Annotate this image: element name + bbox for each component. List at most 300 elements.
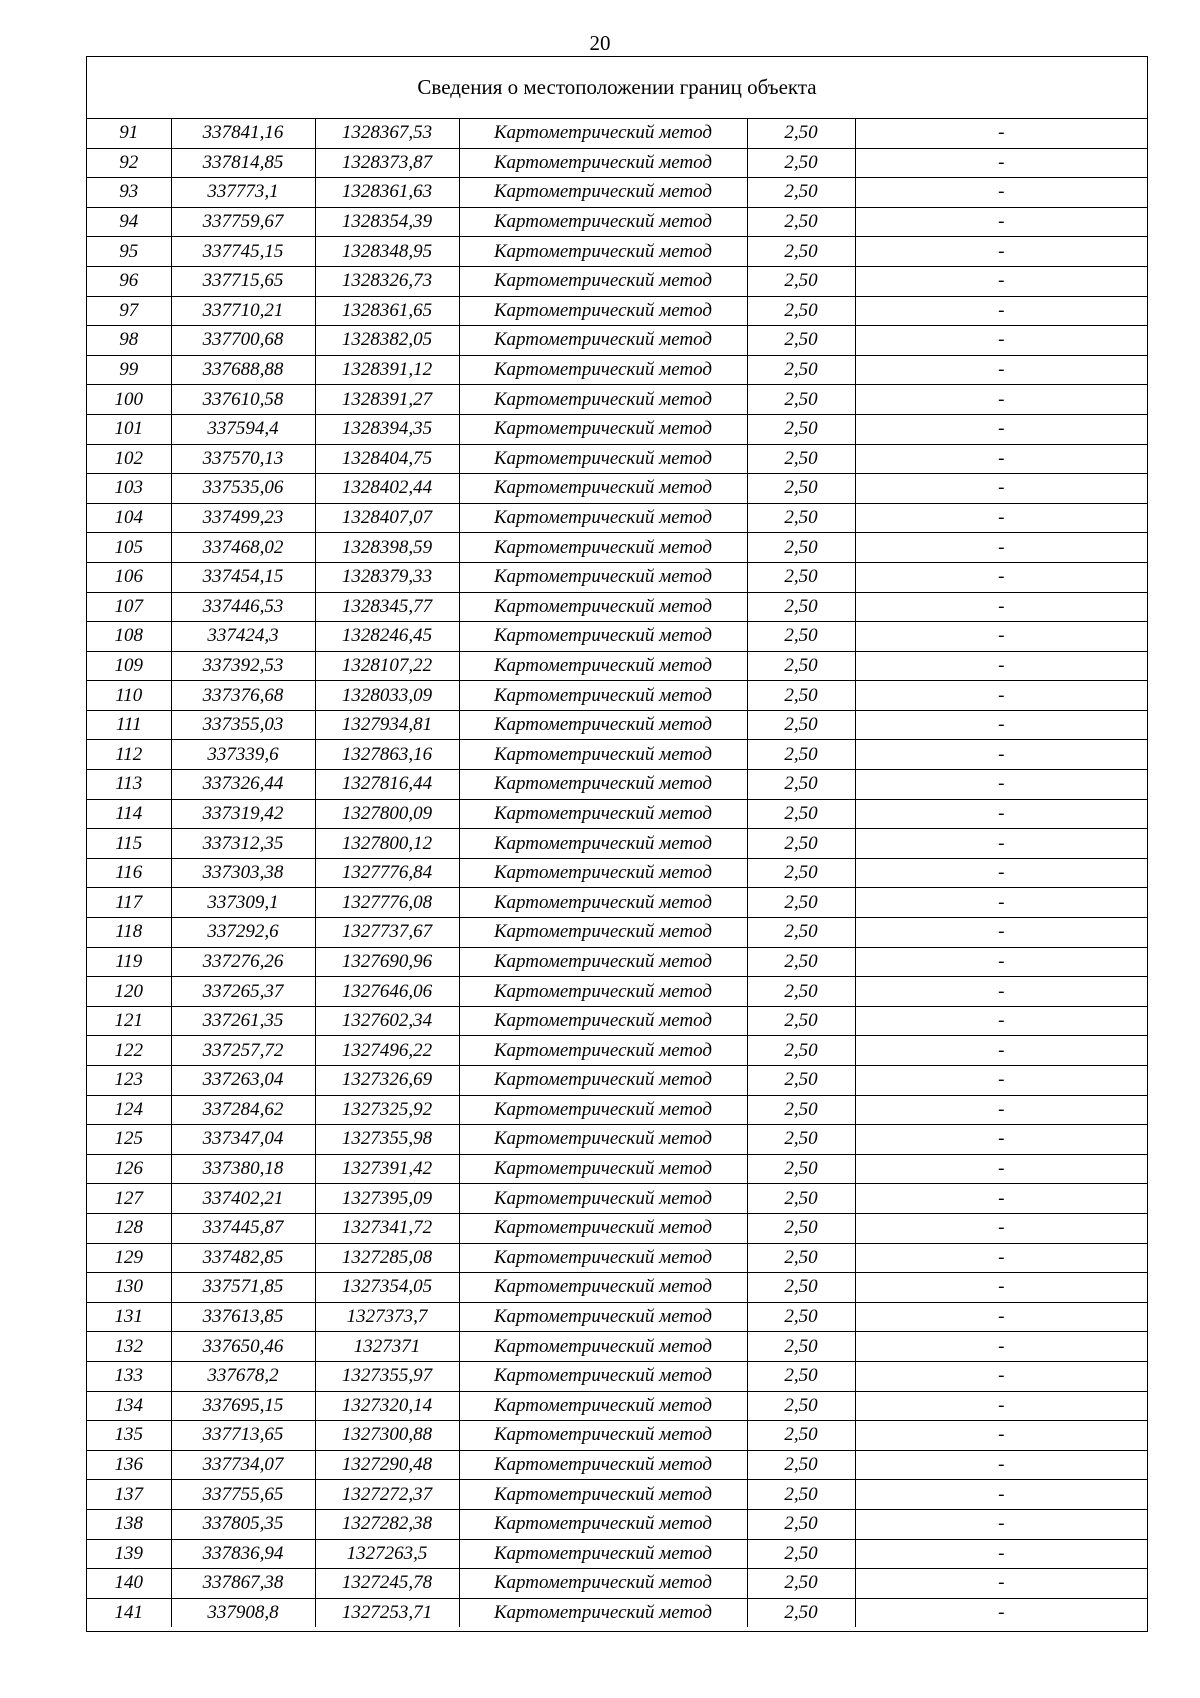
table-row [87,770,1147,800]
point-number-cell: 112 [87,740,171,770]
method-cell: Картометрический метод [459,385,747,415]
accuracy-cell: 2,50 [747,1036,855,1066]
point-number-cell: 141 [87,1598,171,1627]
point-number-cell: 119 [87,947,171,977]
table-row [87,1213,1147,1243]
point-number-cell: 95 [87,237,171,267]
table-row [87,947,1147,977]
table-row [87,918,1147,948]
point-number-cell: 109 [87,651,171,681]
accuracy-cell: 2,50 [747,1391,855,1421]
accuracy-cell: 2,50 [747,710,855,740]
description-cell: - [855,296,1147,326]
y-coordinate-cell: 1327800,09 [315,799,459,829]
method-cell: Картометрический метод [459,681,747,711]
description-cell: - [855,1421,1147,1451]
y-coordinate-cell: 1328391,27 [315,385,459,415]
description-cell: - [855,622,1147,652]
boundary-table-frame [86,56,1148,1632]
accuracy-cell: 2,50 [747,799,855,829]
table-row [87,355,1147,385]
method-cell: Картометрический метод [459,326,747,356]
x-coordinate-cell: 337261,35 [171,1006,315,1036]
x-coordinate-cell: 337454,15 [171,562,315,592]
description-cell: - [855,562,1147,592]
description-cell: - [855,178,1147,208]
description-cell: - [855,1361,1147,1391]
description-cell: - [855,1066,1147,1096]
table-row [87,1036,1147,1066]
description-cell: - [855,1302,1147,1332]
table-row [87,1184,1147,1214]
method-cell: Картометрический метод [459,1509,747,1539]
point-number-cell: 102 [87,444,171,474]
table-row [87,1450,1147,1480]
point-number-cell: 120 [87,977,171,1007]
table-row [87,651,1147,681]
point-number-cell: 132 [87,1332,171,1362]
y-coordinate-cell: 1327863,16 [315,740,459,770]
table-row [87,1302,1147,1332]
table-row [87,1421,1147,1451]
y-coordinate-cell: 1327326,69 [315,1066,459,1096]
method-cell: Картометрический метод [459,266,747,296]
x-coordinate-cell: 337499,23 [171,503,315,533]
point-number-cell: 115 [87,829,171,859]
x-coordinate-cell: 337303,38 [171,858,315,888]
table-row [87,1539,1147,1569]
method-cell: Картометрический метод [459,1095,747,1125]
x-coordinate-cell: 337326,44 [171,770,315,800]
description-cell: - [855,592,1147,622]
accuracy-cell: 2,50 [747,178,855,208]
accuracy-cell: 2,50 [747,681,855,711]
method-cell: Картометрический метод [459,1480,747,1510]
description-cell: - [855,681,1147,711]
y-coordinate-cell: 1327355,97 [315,1361,459,1391]
accuracy-cell: 2,50 [747,1154,855,1184]
point-number-cell: 123 [87,1066,171,1096]
point-number-cell: 99 [87,355,171,385]
table-title: Сведения о местоположении границ объекта [87,57,1147,119]
y-coordinate-cell: 1327395,09 [315,1184,459,1214]
x-coordinate-cell: 337380,18 [171,1154,315,1184]
method-cell: Картометрический метод [459,918,747,948]
x-coordinate-cell: 337836,94 [171,1539,315,1569]
accuracy-cell: 2,50 [747,207,855,237]
y-coordinate-cell: 1328373,87 [315,148,459,178]
accuracy-cell: 2,50 [747,592,855,622]
table-row [87,1243,1147,1273]
point-number-cell: 93 [87,178,171,208]
description-cell: - [855,385,1147,415]
accuracy-cell: 2,50 [747,1539,855,1569]
method-cell: Картометрический метод [459,119,747,148]
method-cell: Картометрический метод [459,1450,747,1480]
description-cell: - [855,799,1147,829]
y-coordinate-cell: 1328361,63 [315,178,459,208]
x-coordinate-cell: 337713,65 [171,1421,315,1451]
accuracy-cell: 2,50 [747,947,855,977]
method-cell: Картометрический метод [459,1361,747,1391]
accuracy-cell: 2,50 [747,1509,855,1539]
accuracy-cell: 2,50 [747,474,855,504]
method-cell: Картометрический метод [459,148,747,178]
method-cell: Картометрический метод [459,296,747,326]
x-coordinate-cell: 337805,35 [171,1509,315,1539]
x-coordinate-cell: 337257,72 [171,1036,315,1066]
y-coordinate-cell: 1328367,53 [315,119,459,148]
point-number-cell: 100 [87,385,171,415]
table-row [87,592,1147,622]
point-number-cell: 125 [87,1125,171,1155]
point-number-cell: 138 [87,1509,171,1539]
y-coordinate-cell: 1327253,71 [315,1598,459,1627]
description-cell: - [855,1391,1147,1421]
y-coordinate-cell: 1328326,73 [315,266,459,296]
table-row [87,888,1147,918]
point-number-cell: 133 [87,1361,171,1391]
x-coordinate-cell: 337376,68 [171,681,315,711]
accuracy-cell: 2,50 [747,1273,855,1303]
table-row [87,1273,1147,1303]
table-body [87,119,1147,1627]
description-cell: - [855,1598,1147,1627]
description-cell: - [855,710,1147,740]
accuracy-cell: 2,50 [747,444,855,474]
accuracy-cell: 2,50 [747,562,855,592]
y-coordinate-cell: 1328402,44 [315,474,459,504]
method-cell: Картометрический метод [459,414,747,444]
description-cell: - [855,770,1147,800]
method-cell: Картометрический метод [459,1066,747,1096]
description-cell: - [855,1036,1147,1066]
method-cell: Картометрический метод [459,1213,747,1243]
point-number-cell: 134 [87,1391,171,1421]
y-coordinate-cell: 1327690,96 [315,947,459,977]
description-cell: - [855,1509,1147,1539]
method-cell: Картометрический метод [459,977,747,1007]
method-cell: Картометрический метод [459,858,747,888]
accuracy-cell: 2,50 [747,533,855,563]
x-coordinate-cell: 337292,6 [171,918,315,948]
table-row [87,237,1147,267]
accuracy-cell: 2,50 [747,1243,855,1273]
accuracy-cell: 2,50 [747,503,855,533]
description-cell: - [855,740,1147,770]
method-cell: Картометрический метод [459,829,747,859]
x-coordinate-cell: 337613,85 [171,1302,315,1332]
accuracy-cell: 2,50 [747,414,855,444]
description-cell: - [855,1569,1147,1599]
y-coordinate-cell: 1328398,59 [315,533,459,563]
point-number-cell: 131 [87,1302,171,1332]
accuracy-cell: 2,50 [747,770,855,800]
description-cell: - [855,1184,1147,1214]
point-number-cell: 137 [87,1480,171,1510]
y-coordinate-cell: 1328379,33 [315,562,459,592]
point-number-cell: 96 [87,266,171,296]
table-row [87,1361,1147,1391]
point-number-cell: 104 [87,503,171,533]
x-coordinate-cell: 337715,65 [171,266,315,296]
method-cell: Картометрический метод [459,207,747,237]
method-cell: Картометрический метод [459,1006,747,1036]
point-number-cell: 116 [87,858,171,888]
description-cell: - [855,474,1147,504]
table-row [87,444,1147,474]
method-cell: Картометрический метод [459,533,747,563]
table-row [87,326,1147,356]
description-cell: - [855,444,1147,474]
accuracy-cell: 2,50 [747,888,855,918]
point-number-cell: 101 [87,414,171,444]
point-number-cell: 114 [87,799,171,829]
accuracy-cell: 2,50 [747,237,855,267]
table-row [87,414,1147,444]
description-cell: - [855,266,1147,296]
table-row [87,829,1147,859]
point-number-cell: 117 [87,888,171,918]
description-cell: - [855,947,1147,977]
description-cell: - [855,1539,1147,1569]
table-row [87,740,1147,770]
description-cell: - [855,1154,1147,1184]
accuracy-cell: 2,50 [747,266,855,296]
y-coordinate-cell: 1328107,22 [315,651,459,681]
x-coordinate-cell: 337312,35 [171,829,315,859]
method-cell: Картометрический метод [459,1332,747,1362]
point-number-cell: 122 [87,1036,171,1066]
description-cell: - [855,414,1147,444]
x-coordinate-cell: 337355,03 [171,710,315,740]
table-row [87,207,1147,237]
x-coordinate-cell: 337284,62 [171,1095,315,1125]
description-cell: - [855,829,1147,859]
boundary-points-table [87,119,1147,1627]
description-cell: - [855,1243,1147,1273]
accuracy-cell: 2,50 [747,1569,855,1599]
point-number-cell: 98 [87,326,171,356]
accuracy-cell: 2,50 [747,977,855,1007]
accuracy-cell: 2,50 [747,740,855,770]
table-row [87,1066,1147,1096]
point-number-cell: 108 [87,622,171,652]
y-coordinate-cell: 1328407,07 [315,503,459,533]
table-row [87,119,1147,148]
description-cell: - [855,1095,1147,1125]
description-cell: - [855,858,1147,888]
table-row [87,1509,1147,1539]
x-coordinate-cell: 337265,37 [171,977,315,1007]
x-coordinate-cell: 337908,8 [171,1598,315,1627]
table-row [87,1569,1147,1599]
accuracy-cell: 2,50 [747,651,855,681]
x-coordinate-cell: 337319,42 [171,799,315,829]
accuracy-cell: 2,50 [747,326,855,356]
table-row [87,533,1147,563]
method-cell: Картометрический метод [459,1243,747,1273]
x-coordinate-cell: 337678,2 [171,1361,315,1391]
x-coordinate-cell: 337445,87 [171,1213,315,1243]
table-row [87,1154,1147,1184]
y-coordinate-cell: 1327355,98 [315,1125,459,1155]
accuracy-cell: 2,50 [747,1006,855,1036]
x-coordinate-cell: 337650,46 [171,1332,315,1362]
x-coordinate-cell: 337688,88 [171,355,315,385]
method-cell: Картометрический метод [459,1569,747,1599]
table-row [87,799,1147,829]
y-coordinate-cell: 1327300,88 [315,1421,459,1451]
table-row [87,858,1147,888]
x-coordinate-cell: 337571,85 [171,1273,315,1303]
x-coordinate-cell: 337392,53 [171,651,315,681]
method-cell: Картометрический метод [459,1154,747,1184]
table-row [87,562,1147,592]
method-cell: Картометрический метод [459,710,747,740]
x-coordinate-cell: 337347,04 [171,1125,315,1155]
y-coordinate-cell: 1328382,05 [315,326,459,356]
method-cell: Картометрический метод [459,1036,747,1066]
y-coordinate-cell: 1327263,5 [315,1539,459,1569]
point-number-cell: 113 [87,770,171,800]
accuracy-cell: 2,50 [747,296,855,326]
method-cell: Картометрический метод [459,237,747,267]
y-coordinate-cell: 1328394,35 [315,414,459,444]
point-number-cell: 110 [87,681,171,711]
method-cell: Картометрический метод [459,1598,747,1627]
y-coordinate-cell: 1328348,95 [315,237,459,267]
accuracy-cell: 2,50 [747,1450,855,1480]
x-coordinate-cell: 337424,3 [171,622,315,652]
x-coordinate-cell: 337263,04 [171,1066,315,1096]
description-cell: - [855,326,1147,356]
x-coordinate-cell: 337482,85 [171,1243,315,1273]
accuracy-cell: 2,50 [747,1421,855,1451]
point-number-cell: 127 [87,1184,171,1214]
table-row [87,1332,1147,1362]
description-cell: - [855,1480,1147,1510]
accuracy-cell: 2,50 [747,858,855,888]
x-coordinate-cell: 337610,58 [171,385,315,415]
accuracy-cell: 2,50 [747,1125,855,1155]
accuracy-cell: 2,50 [747,829,855,859]
description-cell: - [855,148,1147,178]
table-row [87,681,1147,711]
x-coordinate-cell: 337755,65 [171,1480,315,1510]
description-cell: - [855,651,1147,681]
description-cell: - [855,355,1147,385]
accuracy-cell: 2,50 [747,1184,855,1214]
y-coordinate-cell: 1327282,38 [315,1509,459,1539]
y-coordinate-cell: 1328354,39 [315,207,459,237]
method-cell: Картометрический метод [459,592,747,622]
point-number-cell: 124 [87,1095,171,1125]
accuracy-cell: 2,50 [747,385,855,415]
y-coordinate-cell: 1327776,84 [315,858,459,888]
y-coordinate-cell: 1327325,92 [315,1095,459,1125]
point-number-cell: 92 [87,148,171,178]
y-coordinate-cell: 1328391,12 [315,355,459,385]
point-number-cell: 135 [87,1421,171,1451]
method-cell: Картометрический метод [459,355,747,385]
y-coordinate-cell: 1327245,78 [315,1569,459,1599]
y-coordinate-cell: 1327341,72 [315,1213,459,1243]
description-cell: - [855,1006,1147,1036]
y-coordinate-cell: 1327646,06 [315,977,459,1007]
table-row [87,296,1147,326]
method-cell: Картометрический метод [459,770,747,800]
x-coordinate-cell: 337814,85 [171,148,315,178]
method-cell: Картометрический метод [459,1391,747,1421]
table-row [87,1125,1147,1155]
method-cell: Картометрический метод [459,1302,747,1332]
x-coordinate-cell: 337468,02 [171,533,315,563]
y-coordinate-cell: 1327371 [315,1332,459,1362]
accuracy-cell: 2,50 [747,622,855,652]
description-cell: - [855,977,1147,1007]
method-cell: Картометрический метод [459,444,747,474]
x-coordinate-cell: 337710,21 [171,296,315,326]
method-cell: Картометрический метод [459,799,747,829]
y-coordinate-cell: 1327373,7 [315,1302,459,1332]
y-coordinate-cell: 1327285,08 [315,1243,459,1273]
method-cell: Картометрический метод [459,1421,747,1451]
description-cell: - [855,119,1147,148]
table-row [87,474,1147,504]
y-coordinate-cell: 1327496,22 [315,1036,459,1066]
table-row [87,148,1147,178]
table-row [87,178,1147,208]
y-coordinate-cell: 1328345,77 [315,592,459,622]
x-coordinate-cell: 337535,06 [171,474,315,504]
x-coordinate-cell: 337309,1 [171,888,315,918]
x-coordinate-cell: 337841,16 [171,119,315,148]
description-cell: - [855,1450,1147,1480]
x-coordinate-cell: 337402,21 [171,1184,315,1214]
method-cell: Картометрический метод [459,947,747,977]
table-row [87,1391,1147,1421]
point-number-cell: 105 [87,533,171,563]
method-cell: Картометрический метод [459,622,747,652]
x-coordinate-cell: 337570,13 [171,444,315,474]
point-number-cell: 103 [87,474,171,504]
point-number-cell: 118 [87,918,171,948]
x-coordinate-cell: 337594,4 [171,414,315,444]
point-number-cell: 136 [87,1450,171,1480]
page-number: 20 [589,31,611,55]
method-cell: Картометрический метод [459,888,747,918]
point-number-cell: 126 [87,1154,171,1184]
x-coordinate-cell: 337773,1 [171,178,315,208]
table-row [87,385,1147,415]
accuracy-cell: 2,50 [747,1598,855,1627]
method-cell: Картометрический метод [459,1184,747,1214]
x-coordinate-cell: 337734,07 [171,1450,315,1480]
table-row [87,503,1147,533]
x-coordinate-cell: 337339,6 [171,740,315,770]
accuracy-cell: 2,50 [747,1361,855,1391]
y-coordinate-cell: 1327800,12 [315,829,459,859]
accuracy-cell: 2,50 [747,1302,855,1332]
y-coordinate-cell: 1327272,37 [315,1480,459,1510]
y-coordinate-cell: 1328246,45 [315,622,459,652]
method-cell: Картометрический метод [459,1539,747,1569]
x-coordinate-cell: 337867,38 [171,1569,315,1599]
y-coordinate-cell: 1327934,81 [315,710,459,740]
y-coordinate-cell: 1327602,34 [315,1006,459,1036]
point-number-cell: 106 [87,562,171,592]
